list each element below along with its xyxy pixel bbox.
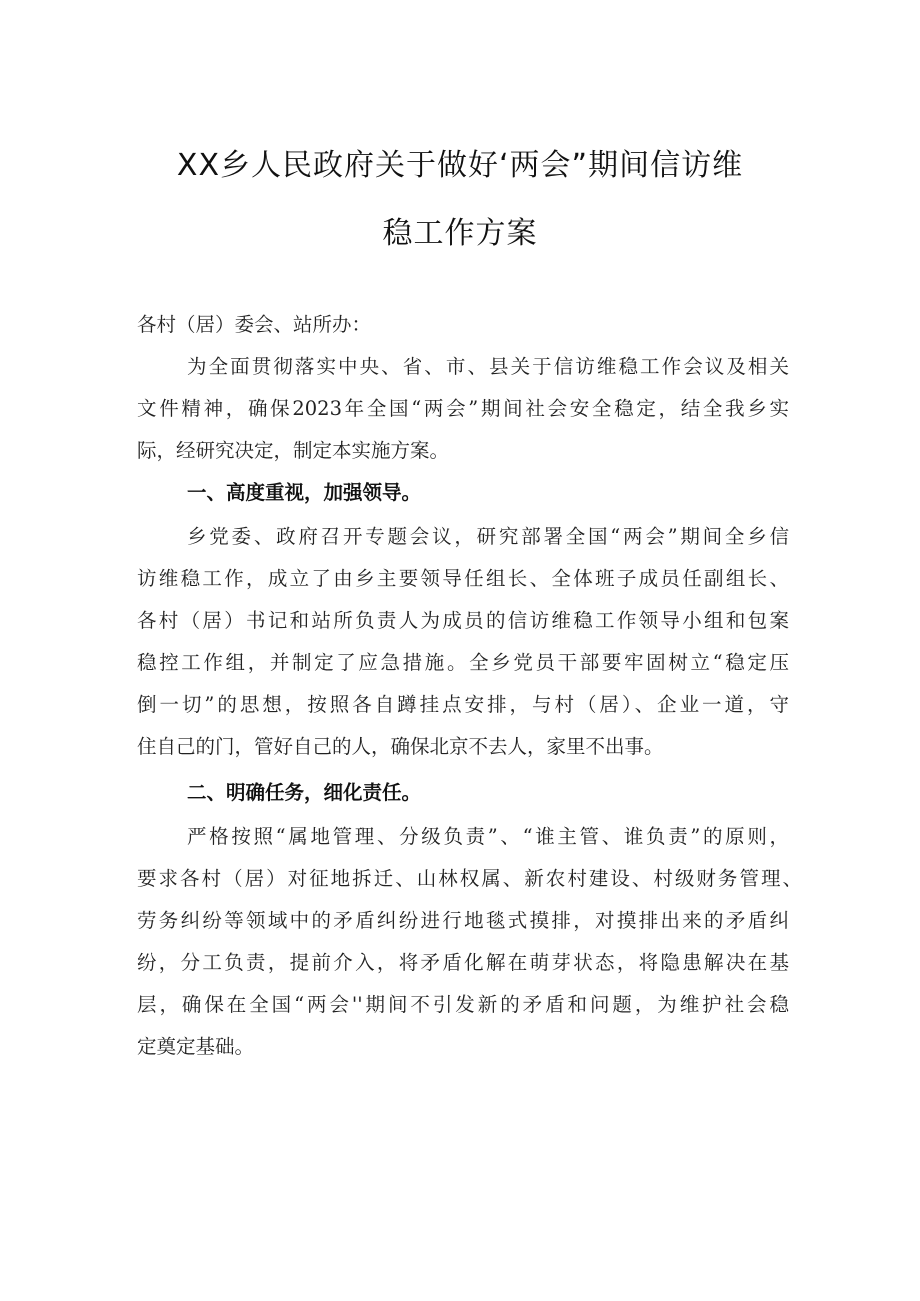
section-1-line: 乡党委、政府召开专题会议，研究部署全国“两会”期间全乡信 xyxy=(187,525,789,548)
section-1-line: 访维稳工作，成立了由乡主要领导任组长、全体班子成员任副组长、 xyxy=(137,567,789,590)
section-1-line: 住自己的门，管好自己的人，确保北京不去人，家里不出事。 xyxy=(137,735,664,758)
section-1-line: 各村（居）书记和站所负责人为成员的信访维稳工作领导小组和包案 xyxy=(137,609,789,632)
section-2-line: 层，确保在全国“两会''期间不引发新的矛盾和问题，为维护社会稳 xyxy=(137,993,789,1016)
section-1-line: 稳控工作组，并制定了应急措施。全乡党员干部要牢固树立“稳定压 xyxy=(137,651,789,674)
section-1-line: 倒一切”的思想，按照各自蹲挂点安排，与村（居）、企业一道，守 xyxy=(137,693,789,716)
section-2-line: 要求各村（居）对征地拆迁、山林权属、新农村建设、村级财务管理、 xyxy=(137,867,802,890)
intro-line: 文件精神，确保2023年全国“两会”期间社会安全稳定，结全我乡实 xyxy=(137,397,789,420)
document-title-line-2: 稳工作方案 xyxy=(382,216,538,251)
section-2-line: 纷，分工负责，提前介入，将矛盾化解在萌芽状态，将隐患解决在基 xyxy=(137,951,789,974)
section-2-line: 劳务纠纷等领域中的矛盾纠纷进行地毯式摸排，对摸排出来的矛盾纠 xyxy=(137,909,789,932)
intro-line: 为全面贯彻落实中央、省、市、县关于信访维稳工作会议及相关 xyxy=(187,355,789,378)
document-title-line-1: XX乡人民政府关于做好‘两会”期间信访维 xyxy=(176,148,744,183)
section-2-heading: 二、明确任务，细化责任。 xyxy=(187,781,422,804)
salutation: 各村（居）委会、站所办： xyxy=(137,313,372,336)
section-1-heading: 一、高度重视，加强领导。 xyxy=(187,481,422,504)
intro-line: 际，经研究决定，制定本实施方案。 xyxy=(137,439,450,462)
section-2-line: 定奠定基础。 xyxy=(137,1035,255,1058)
section-2-line: 严格按照“属地管理、分级负责”、“谁主管、谁负责”的原则， xyxy=(187,825,789,848)
